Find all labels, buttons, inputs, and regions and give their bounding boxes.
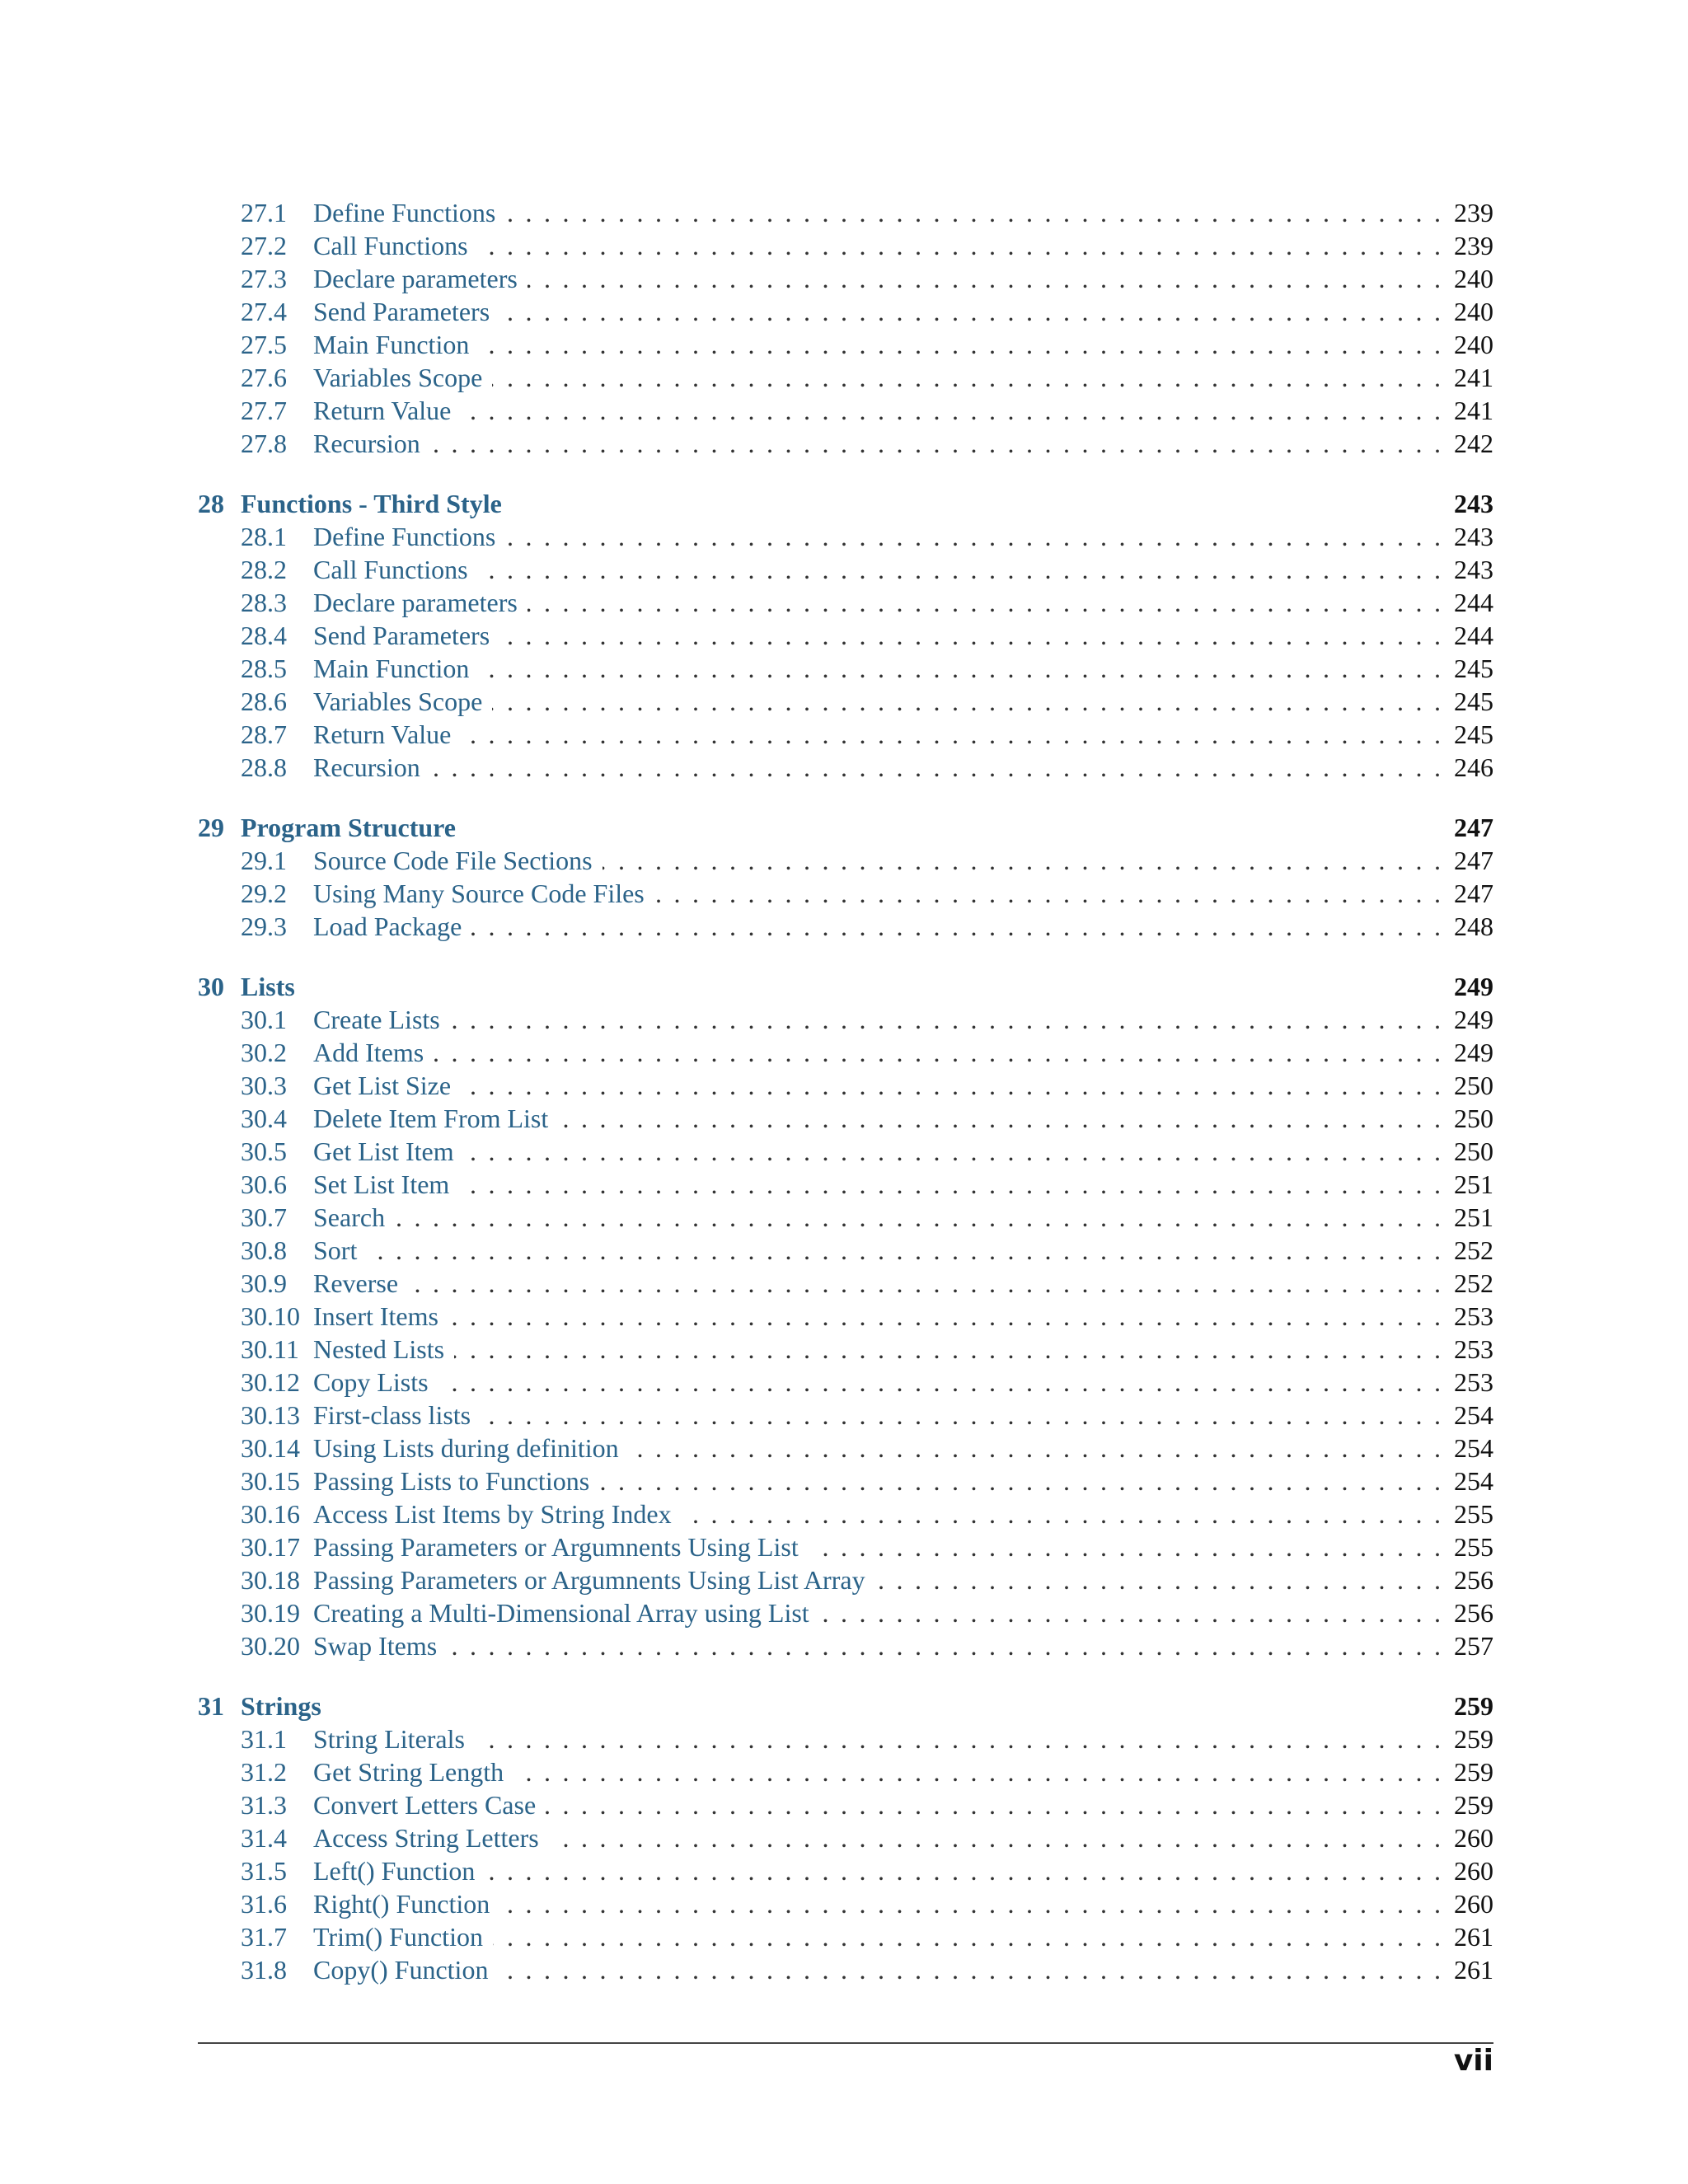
page-ref[interactable]: 242 <box>1454 429 1493 458</box>
section-title[interactable]: Access String Letters <box>313 1823 539 1853</box>
section-title[interactable]: Search <box>313 1202 386 1232</box>
chapter-number: 28 <box>198 489 224 518</box>
page-ref[interactable]: 260 <box>1454 1889 1493 1919</box>
table-of-contents <box>198 196 1493 1986</box>
dot-leader <box>447 1629 1441 1662</box>
toc-section-entry[interactable] <box>198 1300 1493 1333</box>
section-title[interactable]: Right() Function <box>313 1889 490 1919</box>
dot-leader <box>505 520 1441 553</box>
toc-section-entry[interactable] <box>198 328 1493 361</box>
section-number: 29.3 <box>241 912 287 941</box>
section-number: 30.5 <box>241 1137 287 1166</box>
page-ref[interactable]: 247 <box>1454 813 1493 842</box>
chapter-number: 31 <box>198 1691 224 1721</box>
page-number: vii <box>1453 2044 1493 2078</box>
toc-section-entry[interactable] <box>198 1366 1493 1399</box>
section-number: 31.4 <box>241 1823 287 1853</box>
dot-leader <box>461 394 1441 427</box>
toc-section-entry[interactable] <box>198 586 1493 619</box>
toc-section-entry[interactable] <box>198 1201 1493 1234</box>
section-title[interactable]: Variables Scope <box>313 363 483 392</box>
dot-leader <box>809 1530 1441 1563</box>
toc-section-entry[interactable] <box>198 877 1493 910</box>
dot-leader <box>629 1432 1441 1465</box>
section-title[interactable]: Access List Items by String Index <box>313 1499 672 1529</box>
chapter-title[interactable]: Lists <box>241 972 295 1001</box>
page-ref[interactable]: 243 <box>1454 522 1493 551</box>
section-title[interactable]: Sort <box>313 1235 358 1265</box>
dot-leader <box>498 1953 1441 1986</box>
section-number: 28.2 <box>241 555 287 584</box>
section-number: 31.1 <box>241 1724 287 1754</box>
toc-section-entry[interactable] <box>198 1920 1493 1953</box>
chapter-title[interactable]: Functions - Third Style <box>241 489 502 518</box>
dot-leader <box>478 553 1441 586</box>
page-ref[interactable]: 240 <box>1454 330 1493 359</box>
section-number: 30.8 <box>241 1235 287 1265</box>
toc-section-entry[interactable] <box>198 394 1493 427</box>
section-number: 28.3 <box>241 588 287 617</box>
page-ref[interactable]: 247 <box>1454 879 1493 908</box>
dot-leader <box>499 295 1441 328</box>
section-title[interactable]: Send Parameters <box>313 297 490 326</box>
chapter-number: 30 <box>198 972 224 1001</box>
toc-section-entry[interactable] <box>198 553 1493 586</box>
page-ref[interactable]: 239 <box>1454 198 1493 227</box>
section-title[interactable]: Set List Item <box>313 1169 450 1199</box>
page-ref[interactable]: 241 <box>1454 396 1493 425</box>
section-title[interactable]: Delete Item From List <box>313 1104 549 1133</box>
toc-section-entry[interactable] <box>198 1722 1493 1755</box>
page-ref[interactable]: 240 <box>1454 264 1493 293</box>
dot-leader <box>528 586 1441 619</box>
section-title[interactable]: Passing Parameters or Argumnents Using List <box>313 1532 799 1562</box>
page-ref[interactable]: 243 <box>1454 489 1493 518</box>
section-title[interactable]: Nested Lists <box>313 1334 445 1364</box>
page-ref[interactable]: 245 <box>1454 687 1493 716</box>
section-number: 30.12 <box>241 1367 300 1397</box>
page-ref[interactable]: 245 <box>1454 719 1493 749</box>
section-number: 30.6 <box>241 1169 287 1199</box>
toc-section-entry[interactable] <box>198 1755 1493 1788</box>
toc-section-entry[interactable] <box>198 1267 1493 1300</box>
page-ref[interactable]: 253 <box>1454 1367 1493 1397</box>
page-ref[interactable]: 253 <box>1454 1301 1493 1331</box>
section-title[interactable]: Get List Item <box>313 1137 454 1166</box>
section-title[interactable]: Trim() Function <box>313 1922 483 1952</box>
dot-leader <box>549 1821 1441 1854</box>
dot-leader <box>603 844 1441 877</box>
dot-leader <box>505 196 1441 229</box>
toc-chapter-entry[interactable] <box>198 487 1493 520</box>
section-number: 30.7 <box>241 1202 287 1232</box>
section-title[interactable]: Define Functions <box>313 522 496 551</box>
page-ref[interactable]: 261 <box>1454 1922 1493 1952</box>
section-number: 30.4 <box>241 1104 287 1133</box>
page-ref[interactable]: 260 <box>1454 1823 1493 1853</box>
toc-section-entry[interactable] <box>198 1399 1493 1432</box>
toc-section-entry[interactable] <box>198 1069 1493 1102</box>
section-number: 28.6 <box>241 687 287 716</box>
section-title[interactable]: Main Function <box>313 654 470 683</box>
section-number: 30.2 <box>241 1038 287 1067</box>
page-ref[interactable]: 244 <box>1454 588 1493 617</box>
dot-leader <box>492 361 1441 394</box>
section-title[interactable]: String Literals <box>313 1724 465 1754</box>
toc-section-entry[interactable] <box>198 1530 1493 1563</box>
section-number: 31.3 <box>241 1790 287 1820</box>
toc-section-entry[interactable] <box>198 619 1493 652</box>
dot-leader <box>395 1201 1441 1234</box>
toc-section-entry[interactable] <box>198 1788 1493 1821</box>
toc-section-entry[interactable] <box>198 1102 1493 1135</box>
section-number: 27.5 <box>241 330 287 359</box>
page-ref[interactable]: 259 <box>1454 1790 1493 1820</box>
section-title[interactable]: Reverse <box>313 1268 399 1298</box>
dot-leader <box>485 1854 1441 1887</box>
section-number: 30.17 <box>241 1532 300 1562</box>
page-ref[interactable]: 247 <box>1454 846 1493 875</box>
page-ref[interactable]: 250 <box>1454 1071 1493 1100</box>
toc-section-entry[interactable] <box>198 427 1493 460</box>
section-number: 27.7 <box>241 396 287 425</box>
toc-section-entry[interactable] <box>198 361 1493 394</box>
dot-leader <box>471 910 1441 943</box>
dot-leader <box>479 652 1441 685</box>
section-number: 28.1 <box>241 522 287 551</box>
section-title[interactable]: Creating a Multi-Dimensional Array using List <box>313 1598 809 1628</box>
section-number: 28.4 <box>241 621 287 650</box>
dot-leader <box>408 1267 1441 1300</box>
page-ref[interactable]: 252 <box>1454 1268 1493 1298</box>
section-title[interactable]: Insert Items <box>313 1301 438 1331</box>
page-ref[interactable]: 259 <box>1454 1724 1493 1754</box>
section-title[interactable]: Declare parameters <box>313 588 518 617</box>
section-number: 27.3 <box>241 264 287 293</box>
dot-leader <box>528 262 1441 295</box>
toc-section-entry[interactable] <box>198 910 1493 943</box>
footer-divider <box>198 2042 1493 2044</box>
toc-section-entry[interactable] <box>198 751 1493 784</box>
toc-section-entry[interactable] <box>198 844 1493 877</box>
page-ref[interactable]: 251 <box>1454 1169 1493 1199</box>
section-title[interactable]: Variables Scope <box>313 687 483 716</box>
dot-leader <box>558 1102 1441 1135</box>
section-title[interactable]: Create Lists <box>313 1005 440 1034</box>
dot-leader <box>461 718 1441 751</box>
dot-leader <box>438 1366 1441 1399</box>
section-number: 27.4 <box>241 297 287 326</box>
toc-chapter-entry[interactable] <box>198 811 1493 844</box>
page-ref[interactable]: 249 <box>1454 1005 1493 1034</box>
page-ref[interactable]: 256 <box>1454 1598 1493 1628</box>
page-ref[interactable]: 244 <box>1454 621 1493 650</box>
toc-section-entry[interactable] <box>198 295 1493 328</box>
dot-leader <box>478 229 1441 262</box>
page-ref[interactable]: 254 <box>1454 1466 1493 1496</box>
page-ref[interactable]: 254 <box>1454 1433 1493 1463</box>
toc-section-entry[interactable] <box>198 718 1493 751</box>
toc-chapter-entry[interactable] <box>198 970 1493 1003</box>
section-number: 30.15 <box>241 1466 300 1496</box>
page-ref[interactable]: 261 <box>1454 1955 1493 1985</box>
toc-section-entry[interactable] <box>198 196 1493 229</box>
section-title[interactable]: Get List Size <box>313 1071 452 1100</box>
section-title[interactable]: Return Value <box>313 719 452 749</box>
page-ref[interactable]: 252 <box>1454 1235 1493 1265</box>
toc-section-entry[interactable] <box>198 1629 1493 1662</box>
page-ref[interactable]: 246 <box>1454 752 1493 782</box>
section-title[interactable]: Using Many Source Code Files <box>313 879 645 908</box>
dot-leader <box>493 1920 1441 1953</box>
dot-leader <box>459 1168 1441 1201</box>
section-number: 30.1 <box>241 1005 287 1034</box>
dot-leader <box>654 877 1441 910</box>
dot-leader <box>434 1036 1441 1069</box>
chapter-number: 29 <box>198 813 224 842</box>
dot-leader <box>499 1887 1441 1920</box>
dot-leader <box>682 1497 1441 1530</box>
section-number: 31.2 <box>241 1757 287 1787</box>
page-ref[interactable]: 241 <box>1454 363 1493 392</box>
section-number: 30.19 <box>241 1598 300 1628</box>
toc-section-entry[interactable] <box>198 1497 1493 1530</box>
section-number: 30.18 <box>241 1565 300 1595</box>
toc-section-entry[interactable] <box>198 1465 1493 1497</box>
section-title[interactable]: Define Functions <box>313 198 496 227</box>
toc-section-entry[interactable] <box>198 262 1493 295</box>
toc-section-entry[interactable] <box>198 1234 1493 1267</box>
dot-leader <box>475 1722 1441 1755</box>
toc-section-entry[interactable] <box>198 1563 1493 1596</box>
page-ref[interactable]: 260 <box>1454 1856 1493 1886</box>
toc-section-entry[interactable] <box>198 1333 1493 1366</box>
section-title[interactable]: Main Function <box>313 330 470 359</box>
toc-section-entry[interactable] <box>198 1596 1493 1629</box>
section-title[interactable]: Swap Items <box>313 1631 438 1661</box>
section-number: 27.6 <box>241 363 287 392</box>
section-title[interactable]: Recursion <box>313 429 420 458</box>
dot-leader <box>450 1003 1441 1036</box>
page-ref[interactable]: 257 <box>1454 1631 1493 1661</box>
section-number: 30.14 <box>241 1433 300 1463</box>
section-number: 28.5 <box>241 654 287 683</box>
section-number: 30.9 <box>241 1268 287 1298</box>
section-number: 30.3 <box>241 1071 287 1100</box>
section-title[interactable]: Call Functions <box>313 231 468 260</box>
section-number: 31.6 <box>241 1889 287 1919</box>
dot-leader <box>367 1234 1441 1267</box>
toc-section-entry[interactable] <box>198 1036 1493 1069</box>
section-title[interactable]: Passing Lists to Functions <box>313 1466 590 1496</box>
toc-section-entry[interactable] <box>198 1003 1493 1036</box>
section-number: 31.5 <box>241 1856 287 1886</box>
dot-leader <box>599 1465 1441 1497</box>
chapter-title[interactable]: Program Structure <box>241 813 456 842</box>
toc-section-entry[interactable] <box>198 1135 1493 1168</box>
section-title[interactable]: Get String Length <box>313 1757 504 1787</box>
dot-leader <box>454 1333 1441 1366</box>
dot-leader <box>479 328 1441 361</box>
dot-leader <box>481 1399 1441 1432</box>
page-ref[interactable]: 249 <box>1454 972 1493 1001</box>
section-number: 30.20 <box>241 1631 300 1661</box>
dot-leader <box>819 1596 1441 1629</box>
page-ref[interactable]: 239 <box>1454 231 1493 260</box>
page-ref[interactable]: 259 <box>1454 1757 1493 1787</box>
dot-leader <box>499 619 1441 652</box>
section-number: 30.13 <box>241 1400 300 1430</box>
section-title[interactable]: Recursion <box>313 752 420 782</box>
section-title[interactable]: Using Lists during definition <box>313 1433 619 1463</box>
section-number: 31.7 <box>241 1922 287 1952</box>
section-number: 29.2 <box>241 879 287 908</box>
toc-section-entry[interactable] <box>198 229 1493 262</box>
page-ref[interactable]: 250 <box>1454 1104 1493 1133</box>
dot-leader <box>875 1563 1441 1596</box>
dot-leader <box>430 751 1441 784</box>
page-ref[interactable]: 251 <box>1454 1202 1493 1232</box>
page-ref[interactable]: 240 <box>1454 297 1493 326</box>
toc-section-entry[interactable] <box>198 1887 1493 1920</box>
section-number: 27.1 <box>241 198 287 227</box>
section-title[interactable]: Left() Function <box>313 1856 476 1886</box>
section-title[interactable]: First-class lists <box>313 1400 471 1430</box>
section-title[interactable]: Call Functions <box>313 555 468 584</box>
page-ref[interactable]: 254 <box>1454 1400 1493 1430</box>
section-title[interactable]: Copy() Function <box>313 1955 489 1985</box>
section-number: 30.10 <box>241 1301 300 1331</box>
toc-section-entry[interactable] <box>198 1953 1493 1986</box>
section-number: 30.16 <box>241 1499 300 1529</box>
page-ref[interactable]: 243 <box>1454 555 1493 584</box>
page-ref[interactable]: 255 <box>1454 1532 1493 1562</box>
section-title[interactable]: Passing Parameters or Argumnents Using List Array <box>313 1565 865 1595</box>
section-title[interactable]: Return Value <box>313 396 452 425</box>
section-title[interactable]: Copy Lists <box>313 1367 429 1397</box>
toc-section-entry[interactable] <box>198 1854 1493 1887</box>
toc-section-entry[interactable] <box>198 1168 1493 1201</box>
page-ref[interactable]: 248 <box>1454 912 1493 941</box>
toc-section-entry[interactable] <box>198 1821 1493 1854</box>
dot-leader <box>464 1135 1441 1168</box>
page-ref[interactable]: 255 <box>1454 1499 1493 1529</box>
dot-leader <box>513 1755 1441 1788</box>
page-ref[interactable]: 256 <box>1454 1565 1493 1595</box>
page-ref[interactable]: 250 <box>1454 1137 1493 1166</box>
section-number: 31.8 <box>241 1955 287 1985</box>
dot-leader <box>430 427 1441 460</box>
page-ref[interactable]: 249 <box>1454 1038 1493 1067</box>
section-number: 27.8 <box>241 429 287 458</box>
toc-section-entry[interactable] <box>198 652 1493 685</box>
page-ref[interactable]: 245 <box>1454 654 1493 683</box>
toc-section-entry[interactable] <box>198 1432 1493 1465</box>
section-title[interactable]: Declare parameters <box>313 264 518 293</box>
section-title[interactable]: Send Parameters <box>313 621 490 650</box>
toc-section-entry[interactable] <box>198 520 1493 553</box>
section-title[interactable]: Convert Letters Case <box>313 1790 537 1820</box>
page-ref[interactable]: 253 <box>1454 1334 1493 1364</box>
dot-leader <box>461 1069 1441 1102</box>
toc-section-entry[interactable] <box>198 685 1493 718</box>
dot-leader <box>448 1300 1441 1333</box>
section-number: 28.7 <box>241 719 287 749</box>
dot-leader <box>492 685 1441 718</box>
section-number: 28.8 <box>241 752 287 782</box>
section-number: 27.2 <box>241 231 287 260</box>
dot-leader <box>546 1788 1441 1821</box>
page-ref[interactable]: 259 <box>1454 1691 1493 1721</box>
section-title[interactable]: Add Items <box>313 1038 424 1067</box>
toc-chapter-entry[interactable] <box>198 1690 1493 1722</box>
section-number: 30.11 <box>241 1334 299 1364</box>
chapter-title[interactable]: Strings <box>241 1691 321 1721</box>
section-title[interactable]: Source Code File Sections <box>313 846 593 875</box>
section-title[interactable]: Load Package <box>313 912 462 941</box>
section-number: 29.1 <box>241 846 287 875</box>
